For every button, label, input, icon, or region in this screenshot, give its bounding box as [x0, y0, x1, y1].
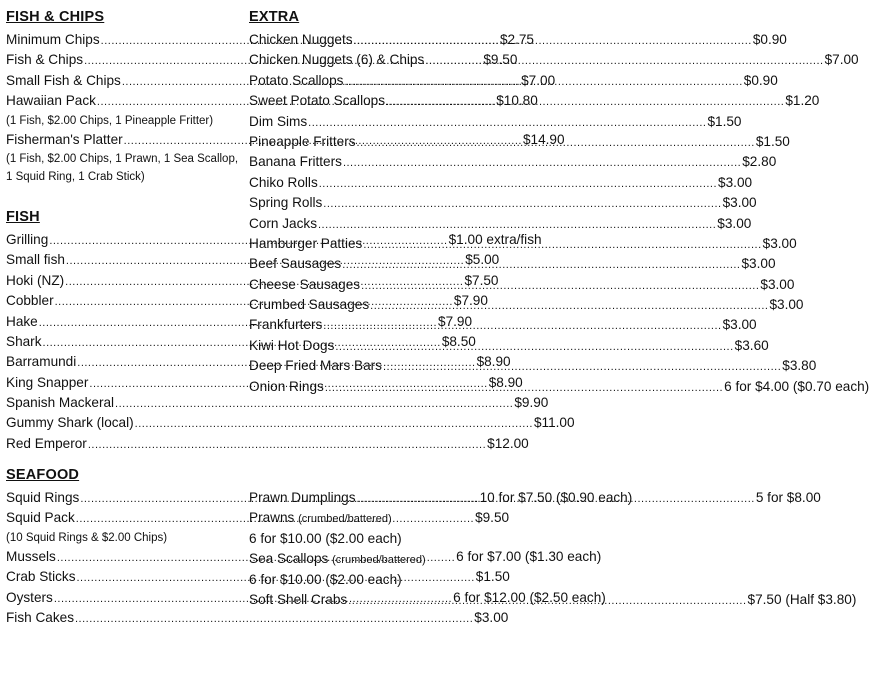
- item-price: 6 for $7.00 ($1.30 each): [456, 548, 602, 564]
- seafood-heading: SEAFOOD: [6, 467, 80, 483]
- menu-item: [249, 152, 777, 172]
- leader-dots: [370, 296, 768, 316]
- prawns-price: 6 for $10.00 ($2.00 each): [249, 530, 402, 546]
- item-name: Squid Pack: [6, 510, 75, 526]
- item-name: Potato Scallops: [249, 72, 344, 88]
- item-price: $3.00: [769, 297, 804, 313]
- item-price: $7.90: [453, 293, 488, 309]
- menu-item: [249, 315, 757, 335]
- item-name: Banana Fritters: [249, 154, 342, 170]
- item-name: Barramundi: [6, 354, 77, 370]
- item-price: $7.50: [464, 272, 499, 288]
- scallops-note: (crumbed/battered): [332, 554, 426, 567]
- item-name: Hoki (NZ): [6, 272, 65, 288]
- item-price: $7.00: [824, 52, 859, 68]
- item-name: Corn Jacks: [249, 215, 317, 231]
- squid-pack-note: (10 Squid Rings & $2.00 Chips): [6, 531, 168, 544]
- menu-item: [6, 393, 549, 413]
- item-name: Dim Sims: [249, 113, 308, 129]
- item-price: $2.75: [499, 32, 534, 47]
- leader-dots: [319, 174, 717, 194]
- item-name: Gummy Shark (local): [6, 415, 134, 431]
- leader-dots: [135, 414, 533, 434]
- item-name: Small fish: [6, 252, 65, 268]
- platter-note-line-2: 1 Squid Ring, 1 Crab Stick): [6, 170, 145, 183]
- item-price: $1.00 extra/fish: [448, 231, 542, 247]
- prawns-note: (crumbed/battered): [298, 513, 392, 526]
- leader-dots: [88, 435, 486, 455]
- leader-dots: [342, 255, 740, 275]
- item-name: Grilling: [6, 231, 49, 247]
- item-name: Sweet Potato Scallops: [249, 93, 386, 109]
- scallops-label-line: [249, 549, 489, 569]
- item-price: $3.00: [741, 256, 776, 272]
- item-name: Crab Sticks: [6, 569, 76, 585]
- leader-dots: [361, 276, 759, 296]
- leader-dots: [344, 72, 742, 92]
- item-price: $1.50: [707, 113, 742, 129]
- item-price: $7.50 (Half $3.80): [747, 591, 857, 607]
- item-price: $3.00: [762, 235, 797, 251]
- item-name: Soft Shell Crabs: [249, 591, 348, 607]
- item-name: Chicken Nuggets: [249, 32, 353, 47]
- item-name: Chicken Nuggets (6) & Chips: [249, 52, 425, 68]
- item-price: $8.90: [488, 374, 523, 390]
- leader-dots: [75, 609, 473, 629]
- scallops-price: 6 for $10.00 ($2.00 each): [249, 571, 402, 587]
- item-price: $8.50: [441, 333, 476, 349]
- item-price: $9.50: [475, 510, 510, 526]
- item-name: Kiwi Hot Dogs: [249, 337, 335, 353]
- item-name: Fisherman's Platter: [6, 131, 123, 147]
- seafood-section: [6, 466, 857, 625]
- item-price: 5 for $8.00: [755, 490, 821, 505]
- item-name: Deep Fried Mars Bars: [249, 358, 382, 374]
- leader-dots: [323, 316, 721, 336]
- item-price: $3.00: [718, 174, 753, 190]
- item-price: $5.00: [465, 252, 500, 268]
- item-price: $9.50: [483, 52, 518, 68]
- item-price: 10 for $7.50 ($0.90 each): [479, 490, 633, 505]
- leader-dots: [383, 357, 781, 377]
- fish-chips-heading: FISH & CHIPS: [6, 9, 105, 25]
- leader-dots: [357, 133, 755, 153]
- leader-dots: [357, 489, 755, 509]
- item-name: Prawn Dumplings: [249, 490, 356, 505]
- leader-dots: [335, 337, 733, 357]
- prawns-label: Prawns: [249, 510, 295, 526]
- menu-item: [6, 413, 575, 433]
- item-name: Cobbler: [6, 293, 54, 309]
- extra-heading: EXTRA: [249, 9, 300, 25]
- item-price: $8.90: [476, 354, 511, 370]
- item-name: Chiko Rolls: [249, 174, 318, 190]
- fish-heading: FISH: [6, 208, 40, 225]
- item-price: $3.00: [722, 195, 757, 211]
- menu-item: [249, 214, 752, 234]
- item-price: 6 for $4.00 ($0.70 each): [724, 378, 869, 394]
- item-name: Hawaiian Pack: [6, 93, 96, 109]
- item-name: Hamburger Patties: [249, 235, 363, 251]
- item-name: Squid Rings: [6, 490, 80, 505]
- item-name: Spanish Mackeral: [6, 395, 115, 411]
- item-name: Crumbed Sausages: [249, 297, 370, 313]
- item-price: $1.50: [475, 569, 510, 585]
- item-name: Shark: [6, 333, 42, 349]
- item-name: King Snapper: [6, 374, 89, 390]
- menu-item: [249, 173, 753, 193]
- item-price: $2.80: [742, 154, 777, 170]
- leader-dots: [386, 92, 784, 112]
- item-price: $7.00: [521, 72, 556, 88]
- item-price: $7.90: [438, 313, 473, 329]
- item-price: $3.00: [474, 609, 509, 625]
- item-price: $3.60: [734, 337, 769, 353]
- item-price: $1.50: [755, 133, 790, 149]
- item-name: Frankfurters: [249, 317, 323, 333]
- item-price: $3.80: [782, 358, 817, 374]
- menu-item: [249, 275, 795, 295]
- leader-dots: [348, 591, 746, 611]
- leader-dots: [425, 51, 823, 71]
- menu-item: [6, 608, 509, 628]
- item-price: $9.90: [514, 395, 549, 411]
- leader-dots: [325, 378, 723, 398]
- menu-item: [249, 295, 804, 315]
- item-price: $0.90: [752, 32, 787, 47]
- item-name: Spring Rolls: [249, 195, 323, 211]
- item-name: Mussels: [6, 548, 56, 564]
- item-price: $11.00: [533, 415, 575, 431]
- prawns-label-line: [249, 508, 489, 528]
- leader-dots: [308, 113, 706, 133]
- item-name: Minimum Chips: [6, 32, 100, 47]
- menu-item: [249, 336, 769, 356]
- item-name: Pineapple Fritters: [249, 133, 356, 149]
- item-name: Fish & Chips: [6, 52, 84, 68]
- item-price: $14.90: [522, 131, 565, 147]
- item-name: Fish Cakes: [6, 609, 74, 625]
- leader-dots: [363, 235, 761, 255]
- item-price: $1.20: [785, 93, 820, 109]
- item-price: $0.90: [743, 72, 778, 88]
- item-name: Red Emperor: [6, 435, 87, 451]
- item-name: Small Fish & Chips: [6, 72, 121, 88]
- item-name: Hake: [6, 313, 38, 329]
- item-price: $3.00: [722, 317, 757, 333]
- menu-item: [6, 434, 529, 454]
- item-name: Oysters: [6, 589, 53, 605]
- item-name: Cheese Sausages: [249, 276, 361, 292]
- item-price: $10.80: [496, 93, 538, 109]
- item-price: $12.00: [487, 435, 529, 451]
- item-name: Beef Sausages: [249, 256, 342, 272]
- scallops-label: Sea Scallops: [249, 551, 329, 567]
- item-price: 6 for $12.00 ($2.50 each): [453, 589, 606, 605]
- platter-note-line-1: (1 Fish, $2.00 Chips, 1 Prawn, 1 Sea Scallop,: [6, 152, 239, 165]
- menu-item: [249, 193, 757, 213]
- leader-dots: [354, 31, 752, 51]
- menu-item: [249, 254, 776, 274]
- item-name: Onion Rings: [249, 378, 324, 394]
- item-price: $3.00: [760, 276, 795, 292]
- leader-dots: [323, 194, 721, 214]
- hawaiian-note: (1 Fish, $2.00 Chips, 1 Pineapple Fritter): [6, 114, 214, 127]
- menu-item: [249, 112, 742, 132]
- leader-dots: [343, 153, 741, 173]
- item-price: $3.00: [717, 215, 752, 231]
- leader-dots: [318, 215, 716, 235]
